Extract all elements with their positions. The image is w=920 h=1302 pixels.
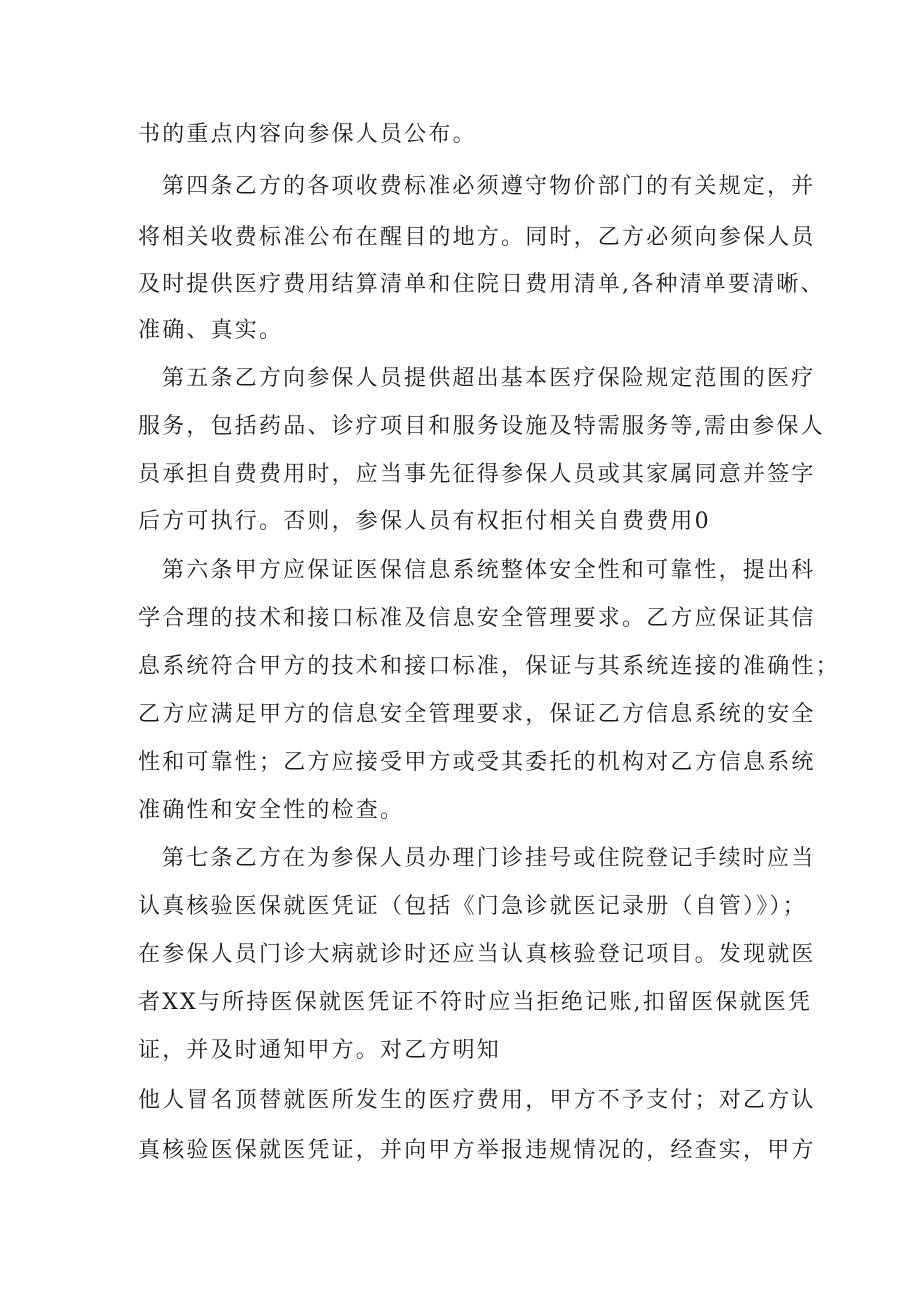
text-line: 者XX与所持医保就医凭证不符时应当拒绝记账,扣留医保就医凭: [138, 990, 813, 1015]
text-line: 学合理的技术和接口标准及信息安全管理要求。乙方应保证其信: [138, 606, 816, 631]
text-line: 在参保人员门诊大病就诊时还应当认真核验登记项目。发现就医: [138, 942, 816, 967]
text-line: 息系统符合甲方的技术和接口标准，保证与其系统连接的准确性；: [138, 654, 840, 679]
text-line: 将相关收费标准公布在醒目的地方。同时，乙方必须向参保人员: [138, 225, 816, 250]
article-4-line: 第四条乙方的各项收费标准必须遵守物价部门的有关规定，并: [162, 174, 816, 199]
text-line: 员承担自费费用时，应当事先征得参保人员或其家属同意并签字: [138, 462, 816, 487]
article-5-line: 第五条乙方向参保人员提供超出基本医疗保险规定范围的医疗: [162, 366, 816, 391]
text-line: 服务，包括药品、诊疗项目和服务设施及特需服务等,需由参保人: [138, 414, 825, 439]
text-line: 乙方应满足甲方的信息安全管理要求，保证乙方信息系统的安全: [138, 702, 816, 727]
text-line: 他人冒名顶替就医所发生的医疗费用，甲方不予支付；对乙方认: [138, 1088, 816, 1113]
text-line: 证，并及时通知甲方。对乙方明知: [138, 1038, 502, 1063]
text-line: 准确性和安全性的检查。: [138, 798, 405, 823]
text-line: 真核验医保就医凭证，并向甲方举报违规情况的，经查实，甲方: [138, 1138, 816, 1163]
text-line: 性和可靠性；乙方应接受甲方或受其委托的机构对乙方信息系统: [138, 750, 816, 775]
text-line: 及时提供医疗费用结算清单和住院日费用清单,各种清单要清晰、: [138, 272, 825, 297]
article-7-line: 第七条乙方在为参保人员办理门诊挂号或住院登记手续时应当: [162, 846, 816, 871]
article-6-line: 第六条甲方应保证医保信息系统整体安全性和可靠性，提出科: [162, 558, 816, 583]
text-line: 后方可执行。否则，参保人员有权拒付相关自费费用0: [138, 509, 711, 534]
text-line: 认真核验医保就医凭证（包括《门急诊就医记录册（自管）》）；: [138, 894, 807, 919]
text-line: 准确、真实。: [138, 318, 284, 343]
text-line: 书的重点内容向参保人员公布。: [138, 122, 477, 147]
